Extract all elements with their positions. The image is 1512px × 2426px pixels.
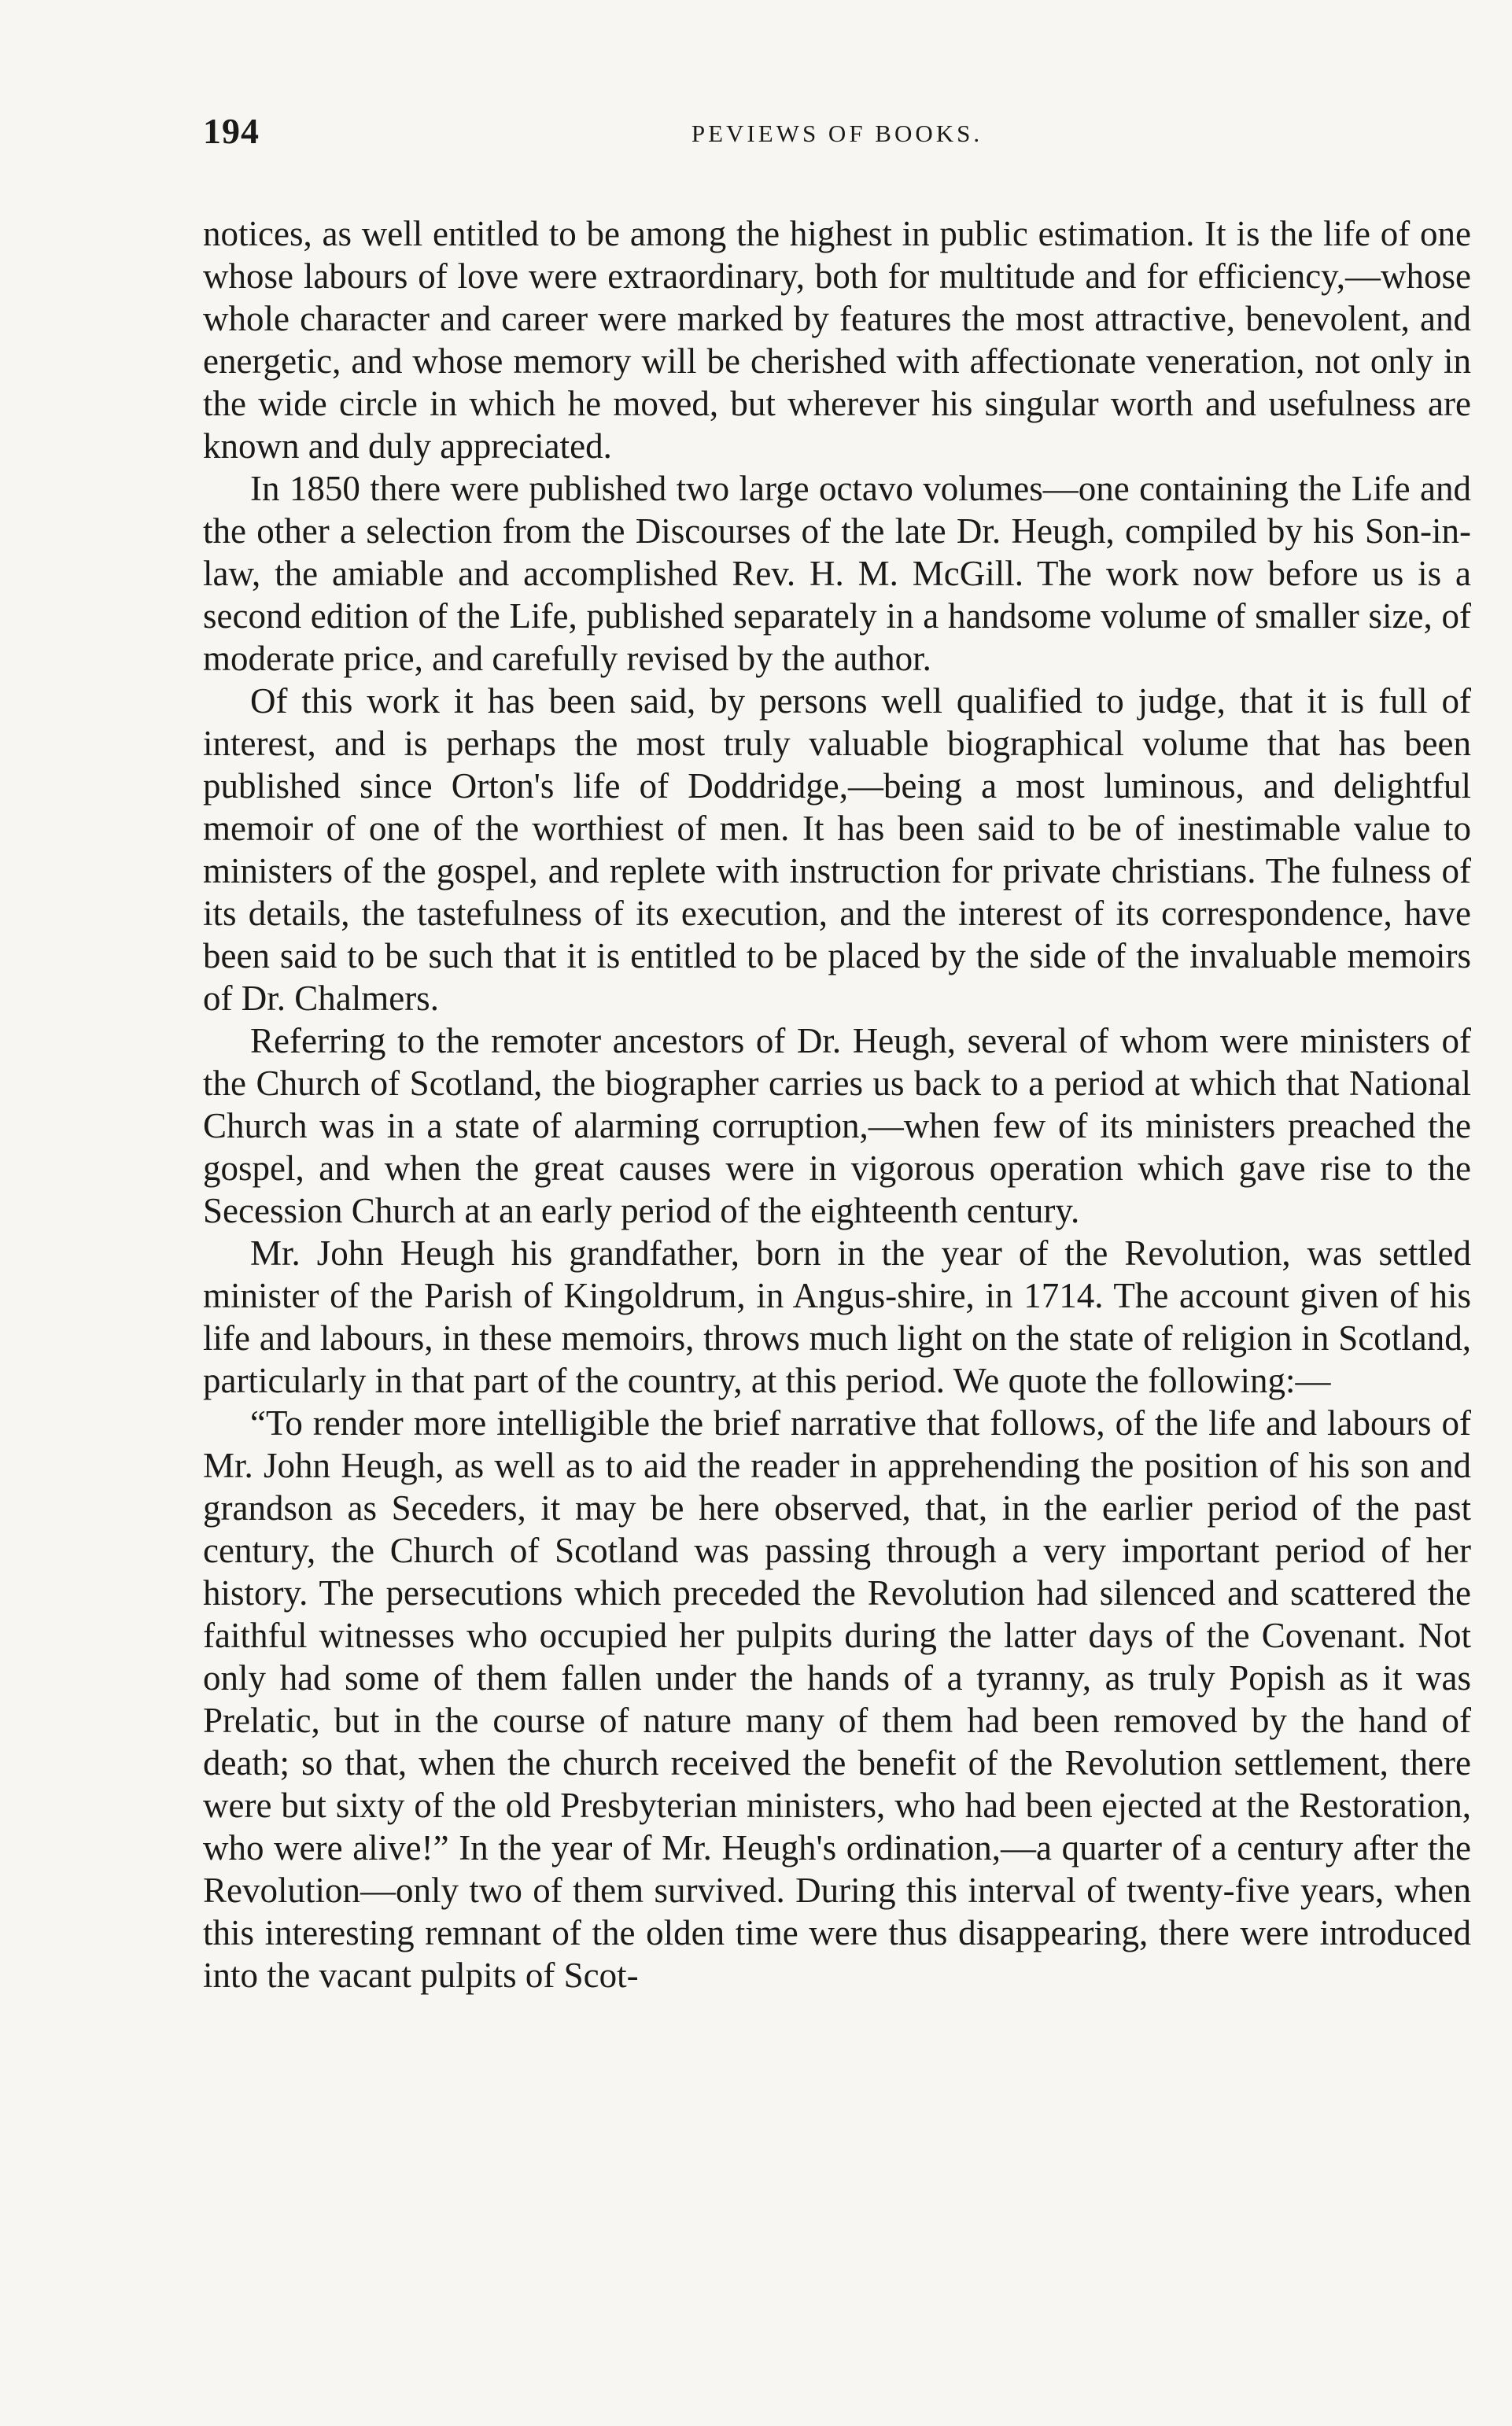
paragraph-continued: notices, as well entitled to be among the highest in public estimation. It is the life of one whose labours of love were extraordinary, both for multitude and for efficiency,—whose whole character and career were marked by features the most attractive, benevolent, and energetic, and whose memory will be cherished with affectionate veneration, not only in the wide circle in which he moved, but wherever his singular worth and usefulness are known and duly appreciated. bbox=[203, 214, 1471, 466]
paragraph-remoter-ancestors: Referring to the remoter ancestors of Dr. Heugh, several of whom were ministers of the Church of Scotland, the biographer carries us back to a period at which that National Church was in a state of alarming corruption,—when few of its ministers preached the gospel, and when the great causes were in vigorous operation which gave rise to the Secession Church at an early period of the eighteenth century. bbox=[203, 1021, 1471, 1230]
running-title: PEVIEWS OF BOOKS. bbox=[691, 120, 983, 147]
page-number: 194 bbox=[203, 111, 260, 151]
paragraph-john-heugh: Mr. John Heugh his grandfather, born in the year of the Revolution, was settled minister of the Parish of Kingoldrum, in Angus-shire, in 1714. The account given of his life and labours, in these memoirs, throws much light on the state of religion in Scotland, particularly in that part of the country, at this period. We quote the following:— bbox=[203, 1233, 1471, 1400]
paragraph-1850-volumes: In 1850 there were published two large octavo volumes—one containing the Life and the other a selection from the Discourses of the late Dr. Heugh, compiled by his Son-in-law, the amiable and accomplished Rev. H. M. McGill. The work now before us is a second edition of the Life, published separately in a handsome volume of smaller size, of moderate price, and carefully revised by the author. bbox=[203, 469, 1471, 678]
page bbox=[203, 110, 1471, 1996]
paragraph-quotation: “To render more intelligible the brief narrative that follows, of the life and labours of Mr. John Heugh, as well as to aid the reader in apprehending the position of his son and grandson as Seceders, it may be here observed, that, in the earlier period of the past century, the Church of Scotland was passing through a very important period of her history. The persecutions which preceded the Revolution had silenced and scattered the faithful witnesses who occupied her pulpits during the latter days of the Covenant. Not only had some of them fallen under the hands of a tyranny, as truly Popish as it was Prelatic, but in the course of nature many of them had been removed by the hand of death; so that, when the church received the benefit of the Revolution settlement, there were but sixty of the old Presbyterian ministers, who had been ejected at the Restoration, who were alive!” In the year of Mr. Heugh's ordination,—a quarter of a century after the Revolution—only two of them survived. During this interval of twenty-five years, when this interesting remnant of the olden time were thus disappearing, there were introduced into the vacant pulpits of Scot- bbox=[203, 1403, 1471, 1995]
paragraph-praise-of-work: Of this work it has been said, by persons well qualified to judge, that it is full of interest, and is perhaps the most truly valuable biographical volume that has been published since Orton's life of Doddridge,—being a most luminous, and delightful memoir of one of the worthiest of men. It has been said to be of inestimable value to ministers of the gospel, and replete with instruction for private christians. The fulness of its details, the tastefulness of its execution, and the interest of its correspondence, have been said to be such that it is entitled to be placed by the side of the invaluable memoirs of Dr. Chalmers. bbox=[203, 681, 1471, 1018]
body-text bbox=[203, 212, 1471, 1996]
page-header bbox=[203, 110, 1471, 173]
